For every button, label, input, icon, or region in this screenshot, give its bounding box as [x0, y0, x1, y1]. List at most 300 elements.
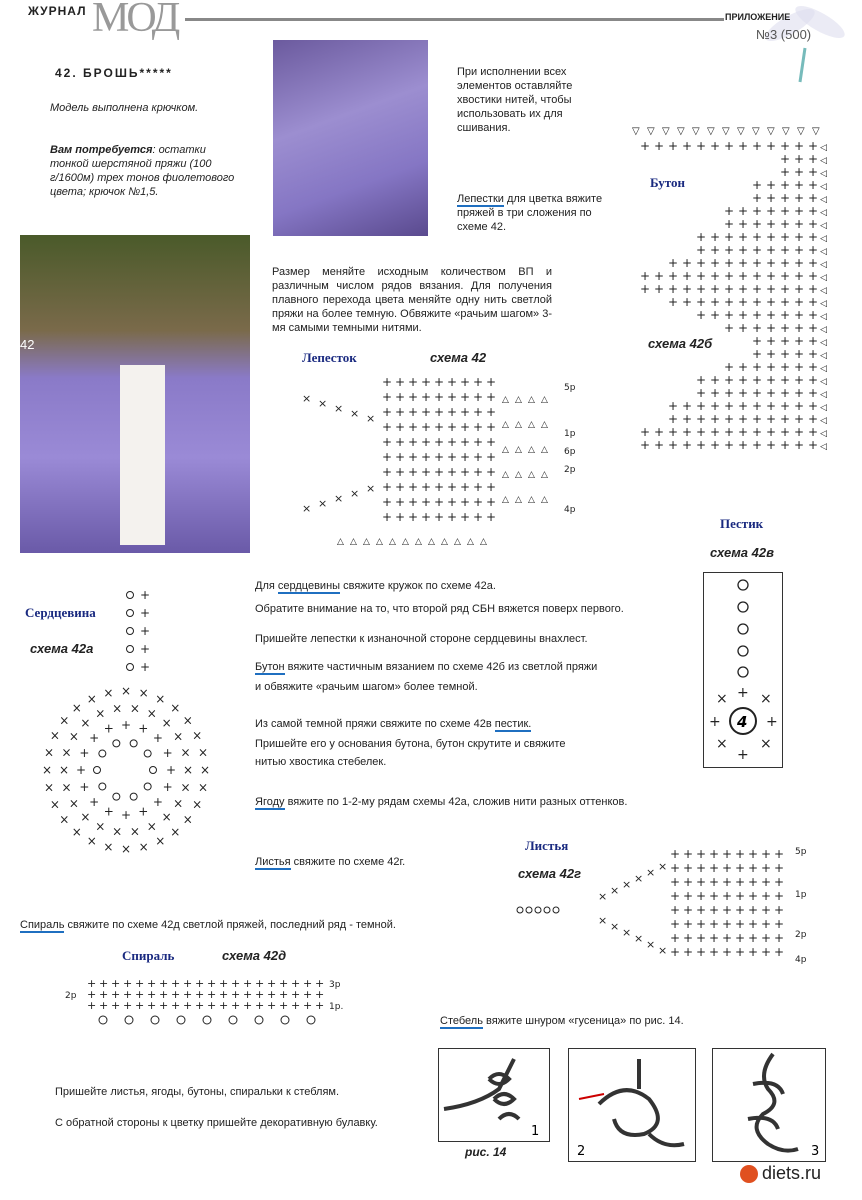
stitch-symbol: + [395, 450, 406, 464]
stitch-symbol: + [794, 217, 805, 231]
stitch-symbol: + [766, 308, 777, 322]
stitch-symbol: + [382, 510, 393, 524]
stitch-symbol: + [696, 256, 707, 270]
berry-instructions: Ягоду вяжите по 1-2-му рядам схемы 42а, сложив нити разных оттенков. [255, 796, 628, 808]
stitch-symbol: + [780, 399, 791, 413]
stitch-symbol: + [183, 988, 193, 1001]
chain-symbol [113, 740, 120, 747]
stitch-symbol: + [473, 435, 484, 449]
stitch-symbol: + [195, 988, 205, 1001]
stitch-symbol: + [774, 875, 785, 889]
stitch-symbol: ▽ [797, 126, 805, 137]
stitch-symbol: × [598, 890, 608, 903]
stitch-symbol: + [159, 999, 169, 1012]
chain-symbol [553, 907, 559, 913]
chain-symbol [151, 1016, 159, 1024]
stitch-symbol: + [395, 510, 406, 524]
stitch-symbol: + [668, 412, 679, 426]
stitch-symbol: + [303, 999, 313, 1012]
stitch-symbol: + [752, 295, 763, 309]
core-diagram [35, 585, 220, 860]
leaves-diagram [510, 842, 835, 967]
stitch-symbol: + [808, 178, 819, 192]
stitch-symbol: + [434, 390, 445, 404]
stitch-symbol: △ [528, 395, 535, 405]
stitch-symbol: + [808, 269, 819, 283]
stitch-symbol: + [774, 917, 785, 931]
stitch-symbol: + [668, 282, 679, 296]
stitch-symbol: + [421, 510, 432, 524]
stitch-symbol: + [738, 425, 749, 439]
stitch-symbol: △ [541, 470, 548, 480]
stitch-symbol: + [682, 438, 693, 452]
stitch-symbol: × [334, 402, 344, 415]
stitch-symbol: + [794, 360, 805, 374]
stitch-symbol: + [103, 721, 114, 736]
chain-symbol [229, 1016, 237, 1024]
stitch-symbol: △ [528, 445, 535, 455]
stitch-symbol: ◁ [820, 312, 827, 322]
stitch-symbol: × [634, 872, 644, 885]
pistil-diagram [703, 572, 783, 768]
sew-petals: Пришейте лепестки к изнаночной стороне сердцевины внахлест. [255, 633, 588, 645]
stitch-symbol: + [710, 425, 721, 439]
stitch-symbol: + [473, 480, 484, 494]
stitch-symbol: ▽ [737, 126, 745, 137]
stitch-symbol: ◁ [820, 390, 827, 400]
stitch-symbol: + [682, 269, 693, 283]
stitch-symbol: + [291, 988, 301, 1001]
stitch-symbol: + [447, 420, 458, 434]
stitch-symbol: + [473, 375, 484, 389]
stitch-symbol: + [696, 373, 707, 387]
stitch-symbol: + [255, 977, 265, 990]
stitch-symbol: + [780, 139, 791, 153]
pistil-scheme: схема 42в [710, 545, 774, 560]
stitch-symbol: × [68, 729, 79, 744]
stitch-symbol: + [654, 269, 665, 283]
magazine-logo: МОД [92, 0, 178, 41]
stitch-symbol: + [766, 295, 777, 309]
stitch-symbol: + [748, 917, 759, 931]
stitch-symbol: ▽ [647, 126, 655, 137]
stitch-symbol: + [710, 139, 721, 153]
row-label: 1р [795, 890, 807, 900]
stitch-symbol: + [724, 269, 735, 283]
stitch-symbol: + [774, 945, 785, 959]
stitch-symbol: ◁ [820, 338, 827, 348]
stitch-symbol: × [42, 763, 53, 777]
stitch-symbol: + [315, 988, 325, 1001]
stitch-symbol: + [766, 256, 777, 270]
stitch-symbol: ◁ [820, 442, 827, 452]
stitch-symbol: + [738, 217, 749, 231]
stitch-symbol: + [421, 420, 432, 434]
chain-symbol [127, 664, 134, 671]
stitch-symbol: + [724, 295, 735, 309]
stitch-symbol: + [780, 425, 791, 439]
stitch-symbol: + [761, 875, 772, 889]
spiral-diagram [65, 975, 350, 1030]
stitch-symbol: + [794, 204, 805, 218]
stitch-symbol: + [408, 435, 419, 449]
row-label: 4р [564, 505, 576, 515]
stitch-symbol: + [766, 321, 777, 335]
chain-symbol [127, 646, 134, 653]
stitch-symbol: + [696, 875, 707, 889]
stitch-symbol: × [192, 797, 203, 812]
stitch-symbol: × [146, 706, 157, 721]
stitch-symbol: + [752, 334, 763, 348]
stitch-symbol: △ [541, 395, 548, 405]
stitch-symbol: + [486, 390, 497, 404]
note-text: При исполнении всех элементов оставляйте хвостики нитей, чтобы использовать их для сшивания. [457, 66, 573, 134]
row-label: 5р [795, 847, 807, 857]
stitch-symbol: + [460, 375, 471, 389]
stitch-symbol: + [738, 386, 749, 400]
stitch-symbol: + [683, 945, 694, 959]
stitch-symbol: + [683, 847, 694, 861]
stitch-symbol: + [724, 230, 735, 244]
stitch-symbol: + [159, 977, 169, 990]
stitch-symbol: + [752, 347, 763, 361]
stitch-symbol: + [219, 988, 229, 1001]
stitch-symbol: × [334, 492, 344, 505]
stitch-symbol: ◁ [820, 169, 827, 179]
stitch-symbol: △ [415, 537, 422, 547]
stitch-symbol: + [780, 243, 791, 257]
stitch-symbol: × [121, 684, 132, 698]
stitch-symbol: + [395, 390, 406, 404]
chain-symbol [144, 783, 151, 790]
stitch-symbol: × [192, 728, 203, 743]
stitch-symbol: + [640, 139, 651, 153]
stitch-symbol: △ [441, 537, 448, 547]
article-title: 42. БРОШЬ***** [55, 66, 173, 80]
stitch-symbol: + [408, 420, 419, 434]
stitch-symbol: + [709, 861, 720, 875]
stitch-symbol: ◁ [820, 195, 827, 205]
stitch-symbol: + [724, 256, 735, 270]
stitch-symbol: + [794, 152, 805, 166]
stitch-symbol: + [486, 510, 497, 524]
stitch-symbol: + [486, 495, 497, 509]
stitch-symbol: + [670, 889, 681, 903]
stitch-symbol: + [243, 999, 253, 1012]
stitch-symbol: ▽ [767, 126, 775, 137]
stitch-symbol: + [486, 480, 497, 494]
stitch-symbol: + [668, 269, 679, 283]
stitch-symbol: + [207, 999, 217, 1012]
stitch-symbol: + [87, 977, 97, 990]
stitch-symbol: + [111, 999, 121, 1012]
stitch-symbol: + [794, 399, 805, 413]
stitch-symbol: + [183, 977, 193, 990]
stitch-symbol: △ [337, 537, 344, 547]
stitch-symbol: + [794, 438, 805, 452]
stitch-symbol: ◁ [820, 351, 827, 361]
stitch-symbol: + [135, 999, 145, 1012]
stitch-symbol: + [89, 794, 100, 809]
stitch-symbol: + [473, 420, 484, 434]
stitch-symbol: + [434, 480, 445, 494]
stitch-symbol: + [735, 889, 746, 903]
stitch-symbol: + [738, 399, 749, 413]
stitch-symbol: × [646, 938, 656, 951]
stitch-symbol: + [794, 295, 805, 309]
stitch-symbol: + [794, 256, 805, 270]
stitch-symbol: + [766, 360, 777, 374]
stitch-symbol: + [696, 295, 707, 309]
chain-symbol [113, 793, 120, 800]
stitch-symbol: + [473, 405, 484, 419]
stitch-symbol: + [752, 243, 763, 257]
stitch-symbol: + [780, 230, 791, 244]
stitch-symbol: + [486, 435, 497, 449]
step-number: 2 [577, 1144, 586, 1159]
watermark[interactable]: diets.ru [762, 1163, 822, 1183]
stitch-symbol: + [99, 988, 109, 1001]
bud-instructions: Бутон вяжите частичным вязанием по схеме 42б из светлой пряжи [255, 661, 598, 673]
stitch-symbol: + [135, 988, 145, 1001]
stitch-symbol: + [780, 178, 791, 192]
stitch-symbol: + [382, 465, 393, 479]
stitch-symbol: × [646, 866, 656, 879]
stitch-symbol: + [447, 495, 458, 509]
stitch-symbol: ◁ [820, 156, 827, 166]
stitch-symbol: × [95, 819, 106, 834]
stitch-symbol: + [724, 308, 735, 322]
stitch-symbol: + [808, 438, 819, 452]
row-label: 2р [65, 991, 77, 1001]
stitch-symbol: ▽ [692, 126, 700, 137]
stitch-symbol: △ [515, 395, 522, 405]
stitch-symbol: × [80, 716, 91, 731]
stitch-symbol: + [752, 191, 763, 205]
stitch-symbol: + [486, 405, 497, 419]
stitch-symbol: ◁ [820, 273, 827, 283]
stitch-symbol: × [610, 920, 620, 933]
stitch-symbol: + [738, 282, 749, 296]
stitch-symbol: + [473, 450, 484, 464]
stitch-symbol: + [195, 999, 205, 1012]
stitch-symbol: + [683, 875, 694, 889]
stitch-symbol: + [766, 269, 777, 283]
stitch-symbol: + [748, 903, 759, 917]
stitch-symbol: + [808, 425, 819, 439]
bud-scheme: схема 42б [648, 336, 713, 351]
stitch-symbol: ▽ [782, 126, 790, 137]
stitch-symbol: △ [528, 420, 535, 430]
stitch-symbol: + [738, 243, 749, 257]
stitch-symbol: + [434, 465, 445, 479]
stitch-symbol: + [99, 977, 109, 990]
spiral-scheme: схема 42д [222, 948, 287, 963]
stitch-symbol: + [683, 903, 694, 917]
stitch-symbol: + [395, 405, 406, 419]
row-label: 2р [795, 930, 807, 940]
stitch-symbol: + [219, 977, 229, 990]
stitch-symbol: + [231, 977, 241, 990]
stitch-symbol: + [434, 435, 445, 449]
stitch-symbol: + [735, 931, 746, 945]
stitch-symbol: + [87, 999, 97, 1012]
stitch-symbol: + [408, 510, 419, 524]
stitch-symbol: + [710, 256, 721, 270]
stitch-symbol: + [140, 588, 151, 602]
stitch-symbol: + [162, 780, 173, 795]
stitch-symbol: + [710, 269, 721, 283]
stitch-symbol: ▽ [812, 126, 820, 137]
stitch-symbol: + [473, 510, 484, 524]
stitch-symbol: × [182, 713, 193, 728]
chain-symbol [544, 907, 550, 913]
svg-text:+: + [709, 714, 721, 730]
stitch-symbol: × [366, 482, 376, 495]
stitch-symbol: + [748, 847, 759, 861]
stitch-symbol: + [780, 373, 791, 387]
stitch-symbol: × [86, 834, 97, 849]
stitch-symbol: + [722, 889, 733, 903]
stem-instructions: Стебель вяжите шнуром «гусеница» по рис. 14. [440, 1015, 684, 1027]
stitch-symbol: + [766, 178, 777, 192]
stitch-symbol: △ [467, 537, 474, 547]
stitch-symbol: + [640, 269, 651, 283]
stitch-symbol: ◁ [820, 247, 827, 257]
stitch-symbol: △ [376, 537, 383, 547]
stitch-symbol: + [279, 988, 289, 1001]
stitch-symbol: + [808, 282, 819, 296]
header-rule [185, 18, 724, 21]
stitch-symbol: + [780, 360, 791, 374]
pistil-instructions-3: нитью хвостика стебелек. [255, 756, 387, 768]
stitch-symbol: × [161, 809, 172, 824]
pistil-instructions: Из самой темной пряжи свяжите по схеме 42в пестик. [255, 718, 532, 730]
stitch-symbol: + [447, 510, 458, 524]
stitch-symbol: + [460, 435, 471, 449]
stitch-symbol: + [752, 321, 763, 335]
bud-instructions-2: и обвяжите «рачьим шагом» более темной. [255, 681, 478, 693]
stitch-symbol: ▽ [752, 126, 760, 137]
stitch-symbol: + [123, 977, 133, 990]
stitch-symbol: + [780, 191, 791, 205]
stitch-symbol: + [774, 903, 785, 917]
stitch-symbol: + [696, 399, 707, 413]
stitch-symbol: + [722, 931, 733, 945]
stitch-symbol: + [171, 988, 181, 1001]
chain-symbol [125, 1016, 133, 1024]
stitch-symbol: + [682, 425, 693, 439]
stitch-symbol: + [794, 178, 805, 192]
stitch-symbol: + [654, 425, 665, 439]
petals-rest: для цветка вяжите пряжей в три сложения по схеме 42. [457, 193, 603, 233]
stitch-symbol: + [123, 999, 133, 1012]
leaves-scheme: схема 42г [518, 866, 582, 881]
stitch-symbol: + [780, 204, 791, 218]
stitch-symbol: + [303, 988, 313, 1001]
stitch-symbol: × [138, 840, 149, 855]
stitch-symbol: + [421, 480, 432, 494]
stitch-symbol: + [670, 875, 681, 889]
stitch-symbol: + [774, 861, 785, 875]
petals-word: Лепестки [457, 193, 504, 205]
stitch-symbol: + [722, 917, 733, 931]
stitch-symbol: + [291, 999, 301, 1012]
stitch-symbol: + [654, 139, 665, 153]
stitch-symbol: × [112, 824, 123, 839]
stitch-symbol: × [302, 392, 312, 405]
stitch-symbol: △ [515, 420, 522, 430]
stitch-symbol: + [808, 373, 819, 387]
stitch-symbol: × [61, 780, 72, 795]
chain-symbol [203, 1016, 211, 1024]
stitch-symbol: + [682, 412, 693, 426]
row-label: 2р [564, 465, 576, 475]
stitch-symbol: + [668, 438, 679, 452]
stitch-symbol: ◁ [820, 234, 827, 244]
stitch-symbol: + [267, 999, 277, 1012]
stitch-symbol: + [219, 999, 229, 1012]
stitch-symbol: + [79, 745, 90, 760]
row-label: 3р [329, 980, 341, 990]
stitch-symbol: + [808, 399, 819, 413]
stitch-symbol: × [103, 685, 114, 700]
stitch-symbol: + [183, 999, 193, 1012]
stitch-symbol: + [735, 847, 746, 861]
bud-label: Бутон [650, 175, 685, 190]
stitch-symbol: × [112, 701, 123, 716]
stitch-symbol: + [738, 269, 749, 283]
stitch-symbol: + [682, 139, 693, 153]
chain-symbol [144, 750, 151, 757]
stitch-symbol: + [710, 386, 721, 400]
stitch-symbol: × [95, 706, 106, 721]
stitch-symbol: + [696, 945, 707, 959]
stitch-symbol: + [748, 931, 759, 945]
stitch-symbol: + [140, 624, 151, 638]
issue-number: №3 (500) [756, 27, 812, 42]
stitch-symbol: × [146, 819, 157, 834]
stitch-symbol: + [780, 269, 791, 283]
stitch-symbol: △ [363, 537, 370, 547]
chain-symbol [130, 793, 137, 800]
step-number: 3 [811, 1144, 820, 1159]
chain-symbol [255, 1016, 263, 1024]
stitch-symbol: + [780, 386, 791, 400]
stitch-symbol: + [794, 282, 805, 296]
stitch-symbol: + [766, 334, 777, 348]
stitch-symbol: ◁ [820, 377, 827, 387]
stitch-symbol: ▽ [662, 126, 670, 137]
stitch-symbol: + [171, 999, 181, 1012]
svg-text:×: × [716, 691, 728, 707]
stitch-symbol: + [774, 889, 785, 903]
stitch-symbol: + [696, 917, 707, 931]
stitch-symbol: + [447, 435, 458, 449]
stitch-symbol: × [366, 412, 376, 425]
row-note: Обратите внимание на то, что второй ряд СБН вяжется поверх первого. [255, 603, 624, 615]
stitch-symbol: + [780, 334, 791, 348]
stitch-symbol: + [766, 373, 777, 387]
chain-symbol [150, 767, 157, 774]
stitch-symbol: ◁ [820, 143, 827, 153]
core-word: сердцевины [277, 580, 341, 592]
stitch-symbol: △ [502, 445, 509, 455]
pistil-label: Пестик [720, 516, 764, 531]
stitch-symbol: + [794, 425, 805, 439]
stitch-symbol: △ [502, 420, 509, 430]
stitch-symbol: + [279, 977, 289, 990]
